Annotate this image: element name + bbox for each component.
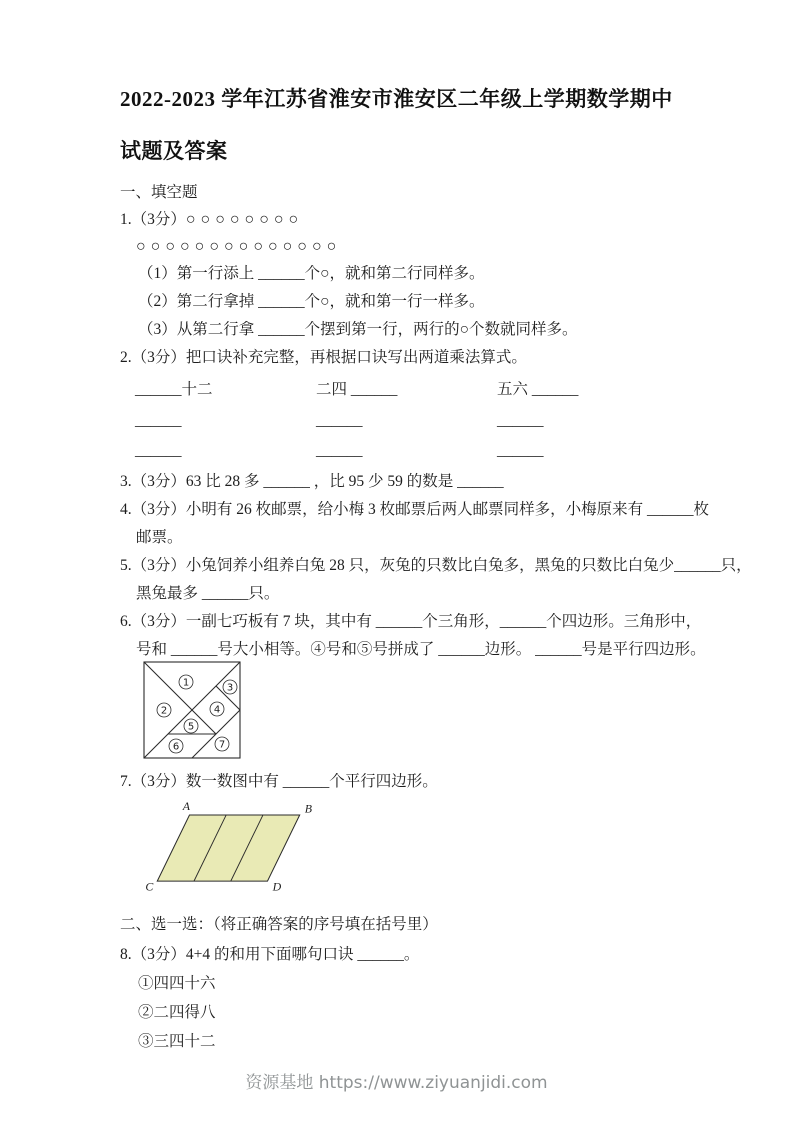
koujue-cell: 二四 ______ — [316, 381, 398, 398]
answer-blank: ______ — [316, 412, 363, 429]
question-5-line1: 5.（3分）小兔饲养小组养白兔 28 只，灰兔的只数比白兔多，黑兔的只数比白兔少______只， — [120, 557, 752, 574]
piece-4-label: 4 — [213, 704, 221, 716]
parallelogram-figure — [142, 798, 720, 895]
question-4-line2: 邮票。 — [136, 529, 183, 546]
question-8-option-2: ②二四得八 — [138, 1004, 216, 1021]
section1-heading: 一、填空题 — [120, 184, 198, 201]
piece-1-label: 1 — [182, 677, 190, 689]
section2-heading: 二、选一选：（将正确答案的序号填在括号里） — [120, 916, 438, 933]
question-1-circles-row2: ○○○○○○○○○○○○○○ — [136, 238, 342, 255]
piece-3-label: 3 — [226, 682, 234, 694]
question-1-number: 1.（3分） — [120, 211, 186, 228]
footer-watermark: 资源基地 https://www.ziyuanjidi.com — [245, 1073, 548, 1093]
question-2-stem: 2.（3分）把口诀补充完整，再根据口诀写出两道乘法算式。 — [120, 349, 527, 366]
piece-5-label: 5 — [187, 721, 195, 733]
question-1-stem — [120, 206, 720, 234]
answer-blank: ______ — [316, 442, 363, 459]
question-1-sub3: （3）从第二行拿 ______个摆到第一行，两行的○个数就同样多。 — [138, 321, 578, 338]
question-8-stem: 8.（3分）4+4 的和用下面哪句口诀 ______。 — [120, 946, 420, 963]
vertex-a-label: A — [182, 798, 190, 813]
tangram-lines — [144, 662, 240, 758]
answer-blank: ______ — [135, 412, 182, 429]
vertex-c-label: C — [145, 879, 154, 893]
question-6-line2: 号和 ______号大小相等。④号和⑤号拼成了 ______边形。 ______号是平行四边形。 — [136, 641, 706, 658]
page-content — [120, 84, 752, 1056]
question-1-sub1: （1）第一行添上 ______个○，就和第二行同样多。 — [138, 265, 485, 282]
question-2-koujue-row — [135, 374, 720, 406]
page-title-line1: 2022-2023 学年江苏省淮安市淮安区二年级上学期数学期中 — [120, 87, 673, 111]
vertex-d-label: D — [272, 879, 282, 893]
question-4-line1: 4.（3分）小明有 26 枚邮票，给小梅 3 枚邮票后两人邮票同样多，小梅原来有 ______枚 — [120, 501, 710, 518]
question-1-circles-row1: ○○○○○○○○ — [185, 211, 304, 228]
question-8-option-1: ①四四十六 — [138, 975, 216, 992]
piece-2-label: 2 — [160, 705, 168, 717]
question-5-line2: 黑兔最多 ______只。 — [136, 585, 280, 602]
parallelogram-svg — [142, 798, 337, 893]
question-7-stem: 7.（3分）数一数图中有 ______个平行四边形。 — [120, 773, 438, 790]
question-8-option-3: ③三四十二 — [138, 1033, 216, 1050]
page-title-line2: 试题及答案 — [120, 139, 228, 163]
parallelogram-shape — [157, 815, 299, 881]
question-2-blank-row1 — [135, 406, 720, 436]
koujue-cell: 五六 ______ — [497, 381, 579, 398]
answer-blank: ______ — [497, 442, 544, 459]
answer-blank: ______ — [135, 442, 182, 459]
answer-blank: ______ — [497, 412, 544, 429]
question-6-line1: 6.（3分）一副七巧板有 7 块，其中有 ______个三角形，______个四边形。三角形中， — [120, 613, 702, 630]
vertex-b-label: B — [304, 801, 313, 816]
piece-7-label: 7 — [218, 739, 226, 751]
question-2-blank-row2 — [135, 436, 720, 466]
question-1-sub2: （2）第二行拿掉 ______个○，就和第一行一样多。 — [138, 293, 485, 310]
koujue-cell: ______十二 — [135, 381, 213, 398]
question-3-stem: 3.（3分）63 比 28 多 ______ ，比 95 少 59 的数是 ______ — [120, 473, 504, 490]
tangram-figure — [142, 660, 720, 762]
piece-6-label: 6 — [172, 741, 180, 753]
tangram-svg — [142, 660, 242, 760]
